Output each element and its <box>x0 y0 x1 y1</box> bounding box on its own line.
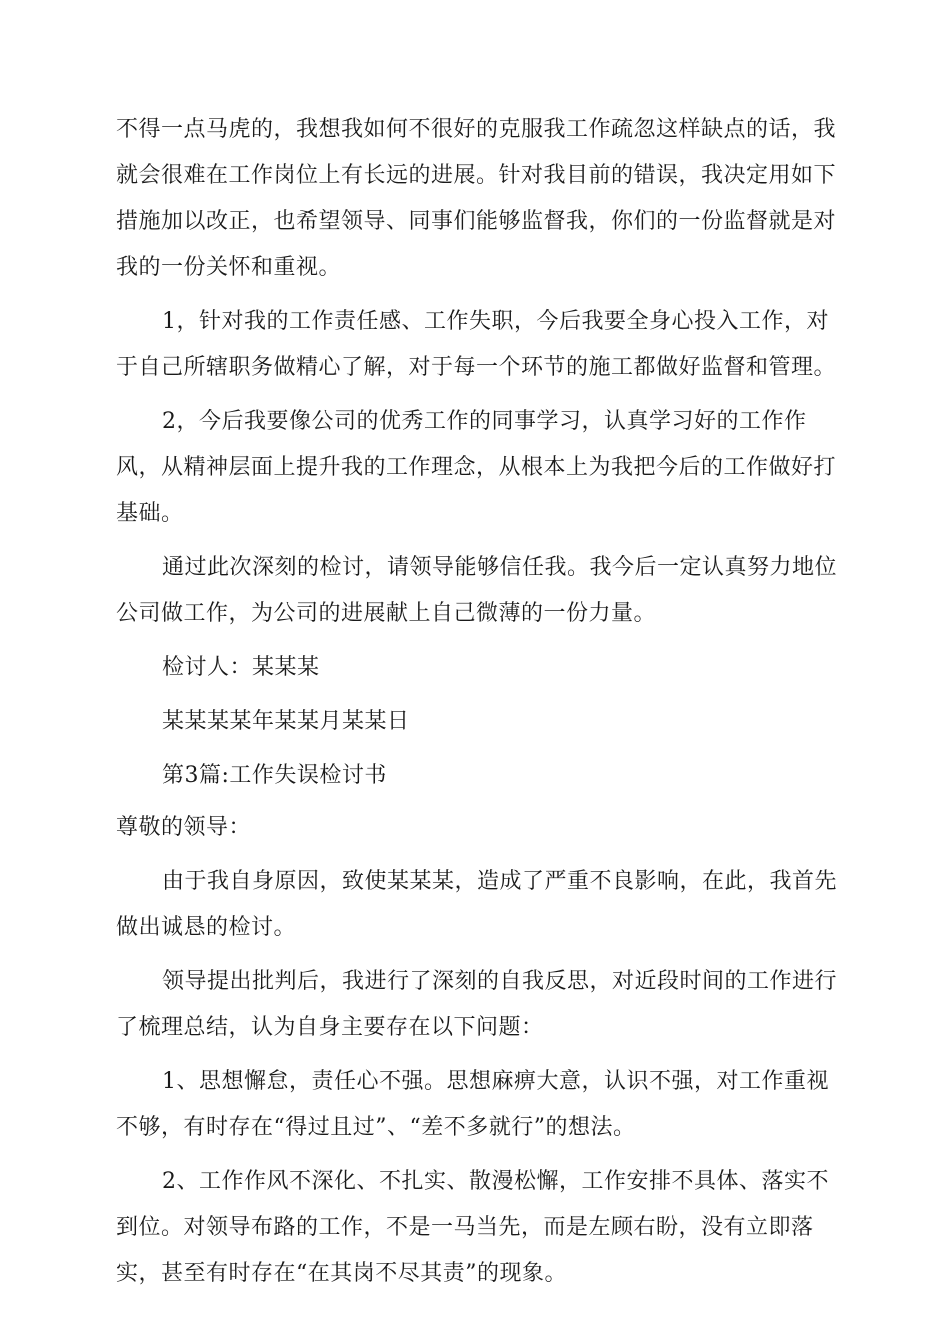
text-line: 由于我自身原因，致使某某某，造成了严重不良影响，在此，我首先 <box>162 869 838 894</box>
date-line: 某某某某年某某月某某日 <box>162 709 410 734</box>
salutation: 尊敬的领导： <box>116 815 252 840</box>
text-line: 于自己所辖职务做精心了解，对于每一个环节的施工都做好监督和管理。 <box>116 355 837 380</box>
text-line: 我的一份关怀和重视。 <box>116 255 342 280</box>
signature-line: 检讨人：某某某 <box>162 655 320 680</box>
text-line: 措施加以改正，也希望领导、同事们能够监督我，你们的一份监督就是对 <box>116 209 837 234</box>
section-title: 第3篇:工作失误检讨书 <box>162 763 387 788</box>
text-line: 不得一点马虎的，我想我如何不很好的克服我工作疏忽这样缺点的话，我 <box>116 117 837 142</box>
text-line: 2，今后我要像公司的优秀工作的同事学习，认真学习好的工作作 <box>162 409 807 434</box>
text-line: 到位。对领导布路的工作，不是一马当先，而是左顾右盼，没有立即落 <box>116 1215 814 1240</box>
text-line: 做出诚恳的检讨。 <box>116 915 297 940</box>
text-line: 不够，有时存在“得过且过”、“差不多就行”的想法。 <box>116 1115 636 1140</box>
text-line: 基础。 <box>116 501 184 526</box>
text-line: 了梳理总结，认为自身主要存在以下问题： <box>116 1015 544 1040</box>
text-line: 1、思想懈怠，责任心不强。思想麻痹大意，认识不强，对工作重视 <box>162 1069 829 1094</box>
text-line: 就会很难在工作岗位上有长远的进展。针对我目前的错误，我决定用如下 <box>116 163 837 188</box>
text-line: 通过此次深刻的检讨，请领导能够信任我。我今后一定认真努力地位 <box>162 555 838 580</box>
text-line: 实，甚至有时存在“在其岗不尽其责”的现象。 <box>116 1261 567 1286</box>
text-line: 公司做工作，为公司的进展献上自己微薄的一份力量。 <box>116 601 657 626</box>
text-line: 2、工作作风不深化、不扎实、散漫松懈，工作安排不具体、落实不 <box>162 1169 829 1194</box>
text-line: 1，针对我的工作责任感、工作失职，今后我要全身心投入工作，对 <box>162 309 829 334</box>
text-line: 风，从精神层面上提升我的工作理念，从根本上为我把今后的工作做好打 <box>116 455 837 480</box>
text-line: 领导提出批判后，我进行了深刻的自我反思，对近段时间的工作进行 <box>162 969 838 994</box>
